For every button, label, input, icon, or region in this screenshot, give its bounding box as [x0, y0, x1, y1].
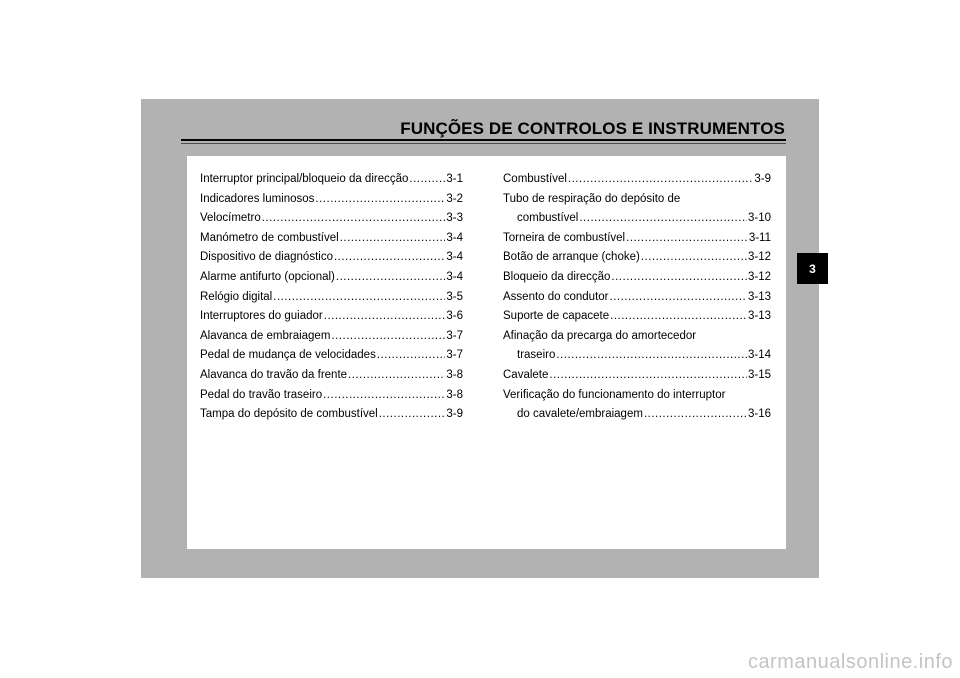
toc-right-column	[503, 170, 771, 425]
toc-left-column	[200, 170, 463, 425]
toc-entry[interactable]	[200, 386, 463, 406]
dot-leader	[262, 209, 446, 229]
watermark: carmanualsonline.info	[747, 651, 953, 673]
toc-entry-page: 3-10	[747, 212, 771, 225]
toc-entry[interactable]	[200, 170, 463, 190]
dot-leader	[579, 209, 747, 229]
toc-entry-row	[503, 248, 771, 268]
toc-entry-title: Relógio digital	[200, 290, 273, 303]
title-rule	[181, 139, 786, 141]
toc-entry-title-line: Tubo de respiração do depósito de	[503, 192, 681, 205]
toc-entry-page: 3-6	[446, 310, 463, 323]
dot-leader	[641, 248, 747, 268]
dot-leader	[409, 170, 445, 190]
toc-entry-page: 3-4	[446, 231, 463, 244]
toc-entry-page: 3-3	[446, 212, 463, 225]
toc-entry-page: 3-2	[446, 192, 463, 205]
toc-entry-page: 3-8	[446, 388, 463, 401]
dot-leader	[610, 307, 747, 327]
toc-entry-title: combustível	[517, 212, 579, 225]
toc-entry[interactable]	[200, 229, 463, 249]
toc-entry[interactable]	[200, 307, 463, 327]
toc-entry[interactable]	[503, 268, 771, 288]
toc-entry[interactable]	[200, 268, 463, 288]
toc-entry[interactable]	[200, 366, 463, 386]
toc-entry-title-line: Verificação do funcionamento do interruptor	[503, 388, 726, 401]
toc-entry-page: 3-12	[747, 251, 771, 264]
toc-entry-title: Torneira de combustível	[503, 231, 626, 244]
dot-leader	[611, 268, 747, 288]
toc-entry-page: 3-11	[748, 231, 771, 244]
dot-leader	[334, 248, 445, 268]
toc-entry-page: 3-13	[747, 290, 771, 303]
toc-entry-page: 3-16	[747, 408, 771, 421]
title-rule-thin	[181, 143, 786, 144]
toc-entry[interactable]	[503, 366, 771, 386]
toc-entry-page: 3-12	[747, 270, 771, 283]
toc-entry-row	[200, 268, 463, 288]
toc-entry[interactable]	[200, 327, 463, 347]
toc-entry-title: Botão de arranque (choke)	[503, 251, 640, 264]
toc-entry[interactable]	[503, 190, 771, 229]
toc-entry-row	[200, 288, 463, 308]
dot-leader	[340, 229, 446, 249]
toc-entry-row	[503, 346, 771, 366]
toc-entry-title-line: Afinação da precarga do amortecedor	[503, 329, 697, 342]
toc-entry[interactable]	[503, 248, 771, 268]
toc-entry-row	[200, 229, 463, 249]
toc-entry-row	[503, 209, 771, 229]
dot-leader	[348, 366, 445, 386]
toc-entry-title: Bloqueio da direcção	[503, 270, 611, 283]
dot-leader	[331, 327, 445, 347]
toc-entry-row	[200, 405, 463, 425]
toc-entry-title: Cavalete	[503, 368, 549, 381]
toc-entry-page: 3-9	[446, 408, 463, 421]
toc-entry-page: 3-4	[446, 251, 463, 264]
toc-entry-row	[503, 288, 771, 308]
dot-leader	[377, 346, 446, 366]
toc-entry-title: Pedal do travão traseiro	[200, 388, 323, 401]
toc-entry-row	[503, 405, 771, 425]
toc-entry-row	[503, 307, 771, 327]
toc-entry-row	[200, 346, 463, 366]
chapter-tab: 3	[797, 253, 828, 284]
toc-entry-title: Dispositivo de diagnóstico	[200, 251, 333, 264]
toc-entry-row	[503, 268, 771, 288]
toc-entry[interactable]	[503, 288, 771, 308]
toc-entry-title: do cavalete/embraiagem	[517, 408, 643, 421]
toc-entry[interactable]	[200, 248, 463, 268]
toc-entry-page: 3-7	[446, 329, 463, 342]
toc-entry[interactable]	[200, 209, 463, 229]
toc-entry[interactable]	[503, 229, 771, 249]
toc-entry[interactable]	[503, 307, 771, 327]
toc-entry-row	[503, 366, 771, 386]
toc-entry[interactable]	[503, 386, 771, 425]
dot-leader	[568, 170, 753, 190]
toc-entry[interactable]	[503, 170, 771, 190]
toc-entry-page: 3-8	[446, 368, 463, 381]
toc-entry[interactable]	[200, 288, 463, 308]
toc-entry[interactable]	[200, 346, 463, 366]
dot-leader	[626, 229, 748, 249]
dot-leader	[556, 346, 747, 366]
dot-leader	[315, 190, 445, 210]
toc-entry[interactable]	[200, 190, 463, 210]
toc-entry-title: traseiro	[517, 349, 556, 362]
toc-entry-row	[200, 170, 463, 190]
toc-entry-page: 3-1	[446, 173, 463, 185]
toc-entry-page: 3-4	[446, 270, 463, 283]
toc-entry-title: Indicadores luminosos	[200, 192, 315, 205]
page-title: FUNÇÕES DE CONTROLOS E INSTRUMENTOS	[400, 119, 785, 138]
toc-entry-row	[503, 229, 771, 249]
toc-entry-page: 3-5	[446, 290, 463, 303]
manual-page	[141, 99, 819, 578]
toc-entry-page: 3-7	[446, 349, 463, 362]
dot-leader	[323, 386, 445, 406]
toc-entry-title: Pedal de mudança de velocidades	[200, 349, 376, 362]
toc-entry[interactable]	[503, 327, 771, 366]
toc-entry-page: 3-13	[747, 310, 771, 323]
toc-entry-title: Alavanca de embraiagem	[200, 329, 331, 342]
toc-entry-row	[200, 209, 463, 229]
toc-entry-title: Velocímetro	[200, 212, 261, 225]
toc-entry-title: Interruptor principal/bloqueio da direcção	[200, 173, 409, 185]
toc-entry-row	[200, 386, 463, 406]
contents-panel	[187, 156, 786, 549]
toc-entry-row	[503, 170, 771, 190]
toc-entry-title: Combustível	[503, 173, 567, 185]
toc-entry-title: Manómetro de combustível	[200, 231, 339, 244]
toc-entry-title: Interruptores do guiador	[200, 310, 323, 323]
dot-leader	[336, 268, 446, 288]
toc-entry[interactable]	[200, 405, 463, 425]
dot-leader	[273, 288, 445, 308]
toc-entry-title: Tampa do depósito de combustível	[200, 408, 378, 421]
toc-entry-title: Suporte de capacete	[503, 310, 610, 323]
toc-entry-row	[200, 307, 463, 327]
toc-entry-row	[200, 366, 463, 386]
toc-entry-page: 3-14	[747, 349, 771, 362]
dot-leader	[324, 307, 446, 327]
toc-entry-title: Assento do condutor	[503, 290, 609, 303]
toc-entry-page: 3-9	[754, 173, 771, 185]
toc-entry-row	[200, 190, 463, 210]
toc-entry-row	[200, 248, 463, 268]
toc-entry-title: Alarme antifurto (opcional)	[200, 270, 335, 283]
toc-entry-title: Alavanca do travão da frente	[200, 368, 348, 381]
dot-leader	[379, 405, 446, 425]
dot-leader	[644, 405, 747, 425]
toc-entry-row	[200, 327, 463, 347]
dot-leader	[610, 288, 747, 308]
toc-entry-page: 3-15	[747, 368, 771, 381]
dot-leader	[549, 366, 747, 386]
